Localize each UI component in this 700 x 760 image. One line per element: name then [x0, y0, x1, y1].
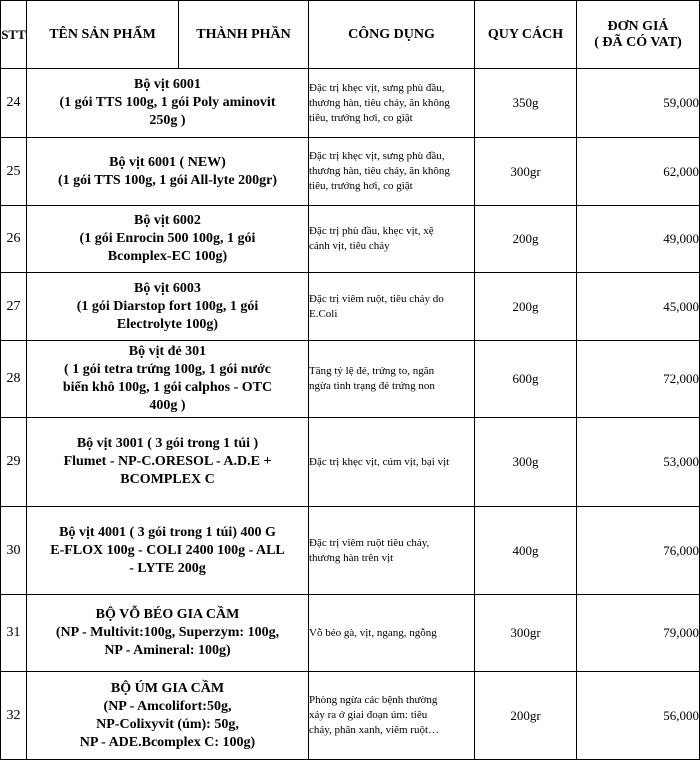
product-name-line: Flumet - NP-C.ORESOL - A.D.E +	[63, 454, 272, 469]
table-row	[1, 341, 700, 418]
product-name-line: Electrolyte 100g)	[116, 316, 219, 332]
product-name-line: - LYTE 200g	[129, 560, 206, 576]
row-product-name	[27, 595, 309, 672]
row-product-name	[27, 507, 309, 595]
product-name-line: Bộ vịt 6002	[134, 213, 201, 228]
header-usage: CÔNG DỤNG	[309, 1, 475, 69]
usage-line: Đặc trị phù đầu, khẹc vịt, xệ	[309, 225, 434, 237]
header-stt: STT	[1, 1, 27, 69]
row-price: 45,000	[577, 273, 700, 341]
product-name-line: NP-Colixyvit (úm): 50g,	[96, 716, 239, 732]
row-usage	[309, 507, 475, 595]
header-price	[577, 1, 700, 69]
product-name-line: Bcomplex-EC 100g)	[107, 249, 228, 264]
usage-line: Đặc trị khẹc vịt, sưng phù đầu,	[309, 81, 445, 94]
product-name-line: (1 gói TTS 100g, 1 gói Poly aminovit	[59, 95, 276, 110]
row-stt: 32	[1, 672, 27, 760]
usage-line: Đặc trị viêm ruột, tiêu chảy do	[309, 292, 444, 305]
usage-line: ngừa tình trạng đẻ trứng non	[309, 380, 435, 392]
product-name-line: NP - Amineral: 100g)	[104, 643, 231, 658]
table-row	[1, 418, 700, 507]
row-stt: 31	[1, 595, 27, 672]
usage-line: xảy ra ở giai đoạn úm: tiêu	[309, 709, 428, 721]
product-name-line: BỘ ÚM GIA CẦM	[110, 680, 225, 696]
usage-line: thương hàn trên vịt	[309, 551, 394, 564]
row-spec: 200gr	[475, 672, 577, 760]
table-row	[1, 69, 700, 138]
product-name-line: E-FLOX 100g - COLI 2400 100g - ALL	[50, 542, 285, 558]
product-name-line: 400g )	[149, 398, 186, 413]
row-spec: 400g	[475, 507, 577, 595]
row-stt: 26	[1, 206, 27, 273]
row-stt: 24	[1, 69, 27, 138]
usage-line: Phòng ngừa các bệnh thường	[309, 694, 438, 706]
usage-line: cánh vịt, tiêu chảy	[309, 240, 390, 252]
header-row	[1, 1, 700, 69]
row-product-name	[27, 273, 309, 341]
product-name-line: (1 gói Diarstop fort 100g, 1 gói	[76, 298, 259, 314]
usage-line: Vỗ béo gà, vịt, ngang, ngỗng	[309, 626, 437, 639]
header-spec: QUY CÁCH	[475, 1, 577, 69]
usage-line: thương hàn, tiêu chảy, ăn không	[309, 96, 450, 109]
product-name-line: Bộ vịt 6003	[134, 280, 201, 296]
table-row	[1, 206, 700, 273]
usage-line: Đặc trị khẹc vịt, cúm vịt, bại vịt	[309, 455, 450, 468]
row-price: 72,000	[577, 341, 700, 418]
row-usage	[309, 206, 475, 273]
product-name-line: Bộ vịt 6001	[134, 77, 201, 92]
table-row	[1, 138, 700, 206]
usage-line: chảy, phân xanh, viêm ruột…	[309, 724, 440, 736]
row-stt: 28	[1, 341, 27, 418]
row-spec: 200g	[475, 273, 577, 341]
row-spec: 350g	[475, 69, 577, 138]
row-usage	[309, 69, 475, 138]
usage-line: Đặc trị viêm ruột tiêu chảy,	[309, 536, 430, 549]
row-usage	[309, 273, 475, 341]
row-stt: 30	[1, 507, 27, 595]
header-product-name: TÊN SẢN PHẨM	[27, 1, 179, 69]
row-product-name	[27, 341, 309, 418]
row-product-name	[27, 672, 309, 760]
header-composition: THÀNH PHẦN	[179, 1, 309, 69]
row-price: 59,000	[577, 69, 700, 138]
row-spec: 300g	[475, 418, 577, 507]
usage-line: tiêu, trướng hơi, co giật	[309, 111, 413, 124]
row-usage	[309, 138, 475, 206]
product-name-line: 250g )	[149, 113, 186, 128]
row-product-name	[27, 138, 309, 206]
row-stt: 27	[1, 273, 27, 341]
row-price: 62,000	[577, 138, 700, 206]
product-name-line: biển khô 100g, 1 gói calphos - OTC	[62, 380, 273, 395]
row-price: 79,000	[577, 595, 700, 672]
usage-line: Tăng tỷ lệ đẻ, trứng to, ngăn	[309, 365, 435, 377]
header-price-label: ĐƠN GIÁ	[607, 18, 669, 34]
product-name-line: (1 gói TTS 100g, 1 gói All-lyte 200gr)	[57, 172, 278, 188]
row-product-name	[27, 206, 309, 273]
product-name-line: BCOMPLEX C	[120, 472, 215, 487]
row-usage	[309, 418, 475, 507]
product-name-line: Bộ vịt 6001 ( NEW)	[109, 154, 226, 170]
row-stt: 25	[1, 138, 27, 206]
row-price: 76,000	[577, 507, 700, 595]
table-row	[1, 595, 700, 672]
usage-line: thương hàn, tiêu chảy, ăn không	[309, 165, 450, 177]
product-name-line: ( 1 gói tetra trứng 100g, 1 gói nước	[64, 362, 271, 377]
row-spec: 600g	[475, 341, 577, 418]
product-name-line: NP - ADE.Bcomplex C: 100g)	[79, 734, 256, 750]
product-name-line: BỘ VỖ BÉO GIA CẦM	[95, 607, 240, 622]
row-price: 56,000	[577, 672, 700, 760]
product-name-line: Bộ vịt 3001 ( 3 gói trong 1 túi )	[76, 436, 259, 451]
row-usage	[309, 595, 475, 672]
row-usage	[309, 341, 475, 418]
product-name-line: Bộ vịt đẻ 301	[128, 344, 207, 359]
row-spec: 200g	[475, 206, 577, 273]
row-spec: 300gr	[475, 138, 577, 206]
row-usage	[309, 672, 475, 760]
header-price-vat: ( ĐÃ CÓ VAT)	[594, 34, 682, 50]
row-product-name	[27, 69, 309, 138]
table-row	[1, 273, 700, 341]
row-spec: 300gr	[475, 595, 577, 672]
table-row	[1, 507, 700, 595]
product-name-line: (1 gói Enrocin 500 100g, 1 gói	[79, 231, 256, 246]
row-price: 53,000	[577, 418, 700, 507]
usage-line: Đặc trị khẹc vịt, sưng phù đầu,	[309, 150, 445, 162]
usage-line: E.Coli	[309, 307, 338, 320]
table-row	[1, 672, 700, 760]
row-stt: 29	[1, 418, 27, 507]
product-name-line: Bộ vịt 4001 ( 3 gói trong 1 túi) 400 G	[59, 524, 276, 540]
row-product-name	[27, 418, 309, 507]
product-name-line: (NP - Amcolifort:50g,	[103, 698, 232, 714]
product-name-line: (NP - Multivit:100g, Superzym: 100g,	[55, 625, 280, 640]
usage-line: tiêu, trướng hơi, co giật	[309, 180, 413, 192]
row-price: 49,000	[577, 206, 700, 273]
